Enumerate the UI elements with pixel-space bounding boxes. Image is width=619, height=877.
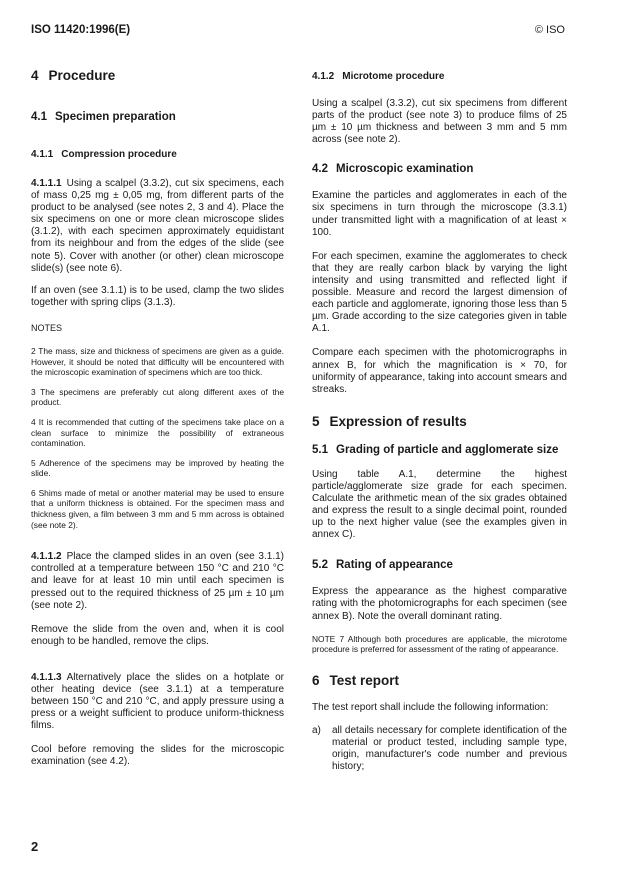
paragraph-4-2-examine: Examine the particles and agglomerates in each of the six specimens in turn through the microscope (3.3.1) under transmitted light with a magnification of at least × 100. [312,190,567,238]
paragraph-5-1: Using table A.1, determine the highest particle/agglomerate size grade for each specimen. Calculate the arithmetic mean of the six grades obtained and express the result to a single decimal point, rounded up to the next higher value (see the examples given in annex C). [312,468,567,541]
list-item-a [312,725,567,773]
section-4-1-1-heading: 4.1.1 Compression procedure [31,149,177,160]
paragraph-4-1-1-2: 4.1.1.2 Place the clamped slides in an oven (see 3.1.1) controlled at a temperature between 150 °C and 210 °C and leave for at least 10 min until each specimen is pressed out to the required thickness of 25 µm ± 10 µm (see note 2). [31,551,284,611]
paragraph-4-1-1-1: 4.1.1.1 Using a scalpel (3.3.2), cut six specimens, each of mass 0,25 mg ± 0,05 mg, from different parts of the product to be analysed (see notes 2, 3 and 4). Place the six specimens on one or more clean microscope slides (3.1.2), with each specimen approximately equidistant from its neighbour and from the edges of the slide (see note 5). Cover with another (or other) clean microscope slide(s) (see note 6). [31,178,284,274]
list-item-text: all details necessary for complete identification of the material or product tested, including sample type, origin, manufacturer's code number and previous history; [332,724,567,773]
paragraph-5-2: Express the appearance as the highest comparative rating with the photomicrographs for each specimen (see annex B). Note the overall dominant rating. [312,586,567,622]
page-number: 2 [31,839,39,854]
section-4-1-2-heading: 4.1.2 Microtome procedure [312,71,445,82]
note-2: 2 The mass, size and thickness of specimens are given as a guide. However, it should be noted that difficulty will be encountered with the microscopic examination of specimens which are too thick. [31,345,284,378]
section-4-heading: 4 Procedure [31,68,116,83]
notes-title: NOTES [31,322,63,333]
left-column [31,60,284,769]
paragraph-4-1-1-3: 4.1.1.3 Alternatively place the slides on a hotplate or other heating device (see 3.1.1) at a temperature between 150 °C and 210 °C, and apply pressure using a press or a weight sufficient to produce uniform-thickness films. [31,671,284,732]
right-column [312,60,567,773]
running-header-copyright: © ISO [534,24,565,36]
section-4-2-heading: 4.2 Microscopic examination [312,163,474,176]
paragraph-oven-clips: If an oven (see 3.1.1) is to be used, clamp the two slides together with spring clips (3.1.3). [31,284,284,308]
note-3: 3 The specimens are preferably cut along different axes of the product. [31,386,284,408]
list-item-marker: a) [312,724,321,736]
section-5-2-heading: 5.2 Rating of appearance [312,559,453,572]
section-5-1-heading: 5.1 Grading of particle and agglomerate size [312,443,559,456]
section-4-1-heading: 4.1 Specimen preparation [31,111,176,123]
section-6-heading: 6 Test report [312,672,400,688]
paragraph-4-2-agglomerates: For each specimen, examine the agglomerates to check that they are really carbon black by varying the light intensity and using transmitted and reflected light if possible. Measure and record the largest dimension of each particle and agglomerate, ignoring those less than 5 µm. Grade according to the size categories given in table A.1. [312,250,567,335]
paragraph-cool-slides: Cool before removing the slides for the microscopic examination (see 4.2). [31,744,284,768]
note-5: 5 Adherence of the specimens may be improved by heating the slide. [31,457,284,479]
paragraph-remove-slide: Remove the slide from the oven and, when it is cool enough to be handled, remove the clips. [31,623,284,647]
section-5-heading: 5 Expression of results [312,413,467,429]
paragraph-6: The test report shall include the following information: [312,701,549,713]
note-4: 4 It is recommended that cutting of the specimens take place on a clean surface to minimize the possibility of extraneous contamination. [31,416,284,449]
note-7: NOTE 7 Although both procedures are applicable, the microtome procedure is preferred for assessment of the rating of appearance. [312,633,567,655]
paragraph-4-1-2: Using a scalpel (3.3.2), cut six specimens from different parts of the product (see note 3) to produce films of 25 µm ± 10 µm thickness and between 3 mm and 5 mm across (see note 2). [312,98,567,146]
paragraph-4-2-compare: Compare each specimen with the photomicrographs in annex B, for which the magnification is × 70, for uniformity of appearance, taking into account smears and streaks. [312,347,567,395]
running-header-standard: ISO 11420:1996(E) [31,24,131,36]
note-6: 6 Shims made of metal or another material may be used to ensure that a uniform thickness is obtained. For the specimen mass and thickness given, a film between 3 mm and 5 mm across is obtained (see note 2). [31,487,284,530]
